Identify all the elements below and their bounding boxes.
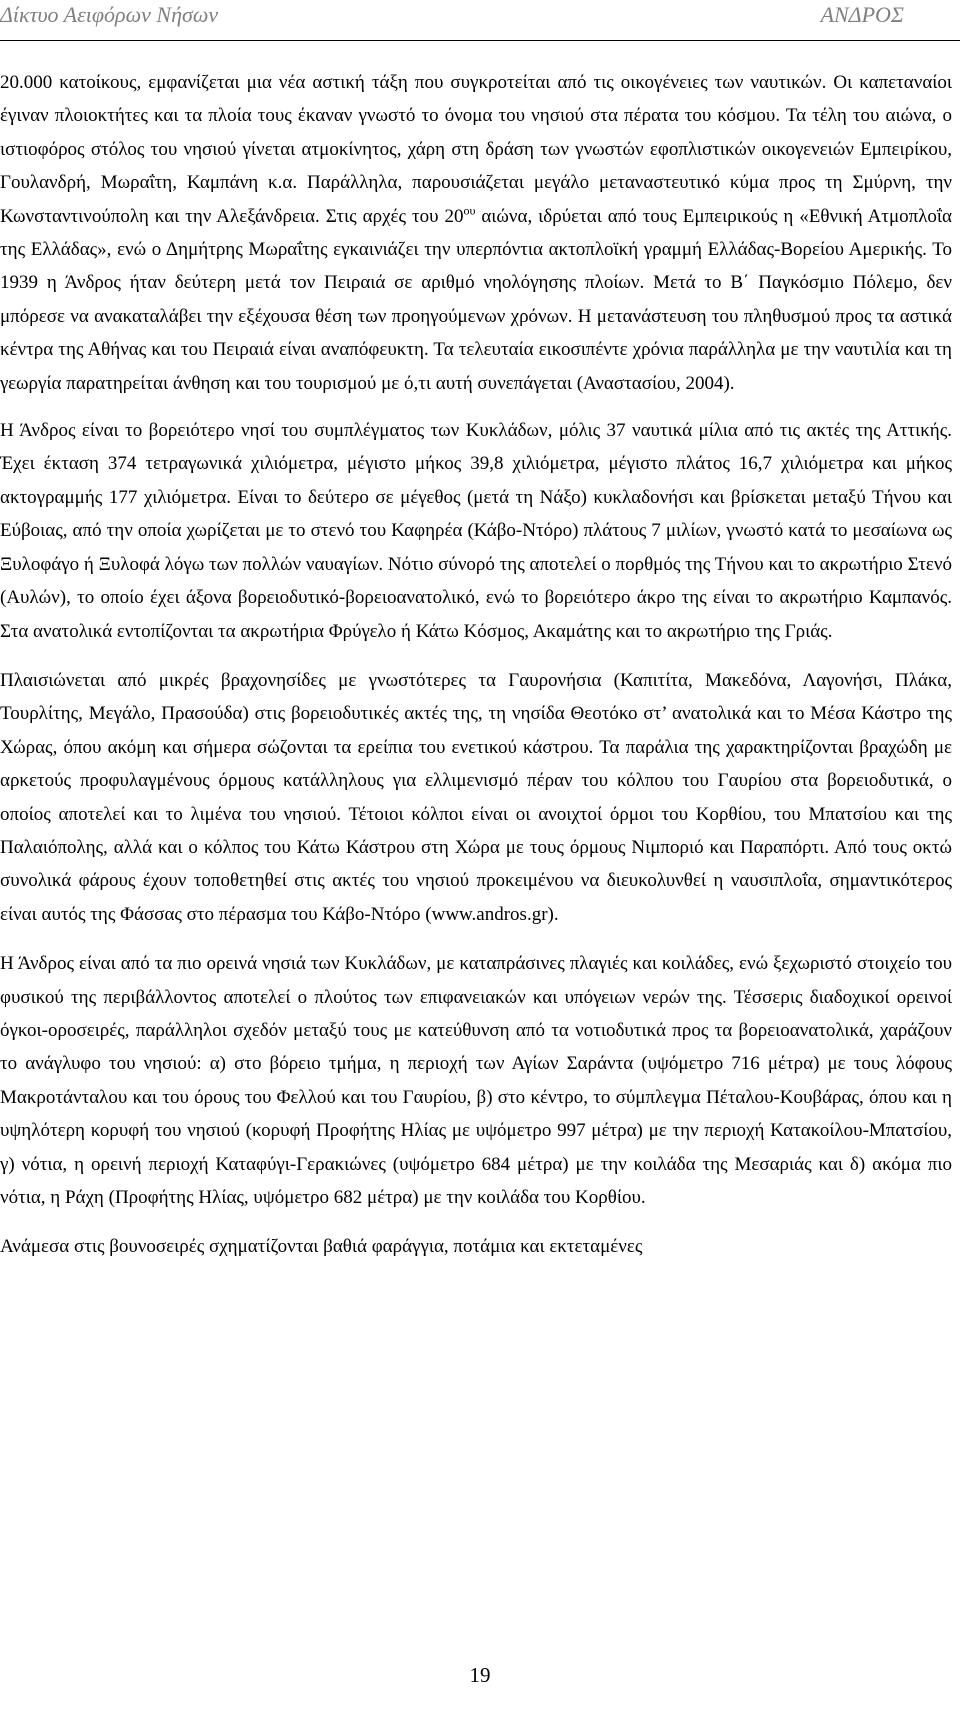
paragraph-history-text-b: αιώνα, ιδρύεται από τους Εμπειρικούς η «Εθνική Ατμοπλοΐα της Ελλάδας», ενώ ο Δημήτρης Μωραΐτης εγκαινιάζει την υπερπόντια ακτοπλοϊκή γραμμή Ελλάδας-Βορείου Αμερικής. Το 1939 η Άνδρος ήταν δεύτερη μετά τον Πειραιά σε αριθμό νηολόγησης πλοίων. Μετά το Β΄ Παγκόσμιο Πόλεμο, δεν μπόρεσε να ανακαταλάβει την εξέχουσα θέση των προηγούμενων χρόνων. Η μετανάστευση του πληθυσμού προς τα αστικά κέντρα της Αθήνας και του Πειραιά είναι αναπόφευκτη. Τα τελευταία εικοσιπέντε χρόνια παράλληλα με την ναυτιλία και τη γεωργία παρατηρείται άνθηση και του τουρισμού με ό,τι αυτή συνεπάγεται (Αναστασίου, 2004). <box>0 205 952 394</box>
paragraph-history <box>0 66 952 400</box>
document-body <box>0 66 952 1278</box>
page-number: 19 <box>469 1663 491 1687</box>
page-header <box>0 0 960 41</box>
paragraph-relief: Η Άνδρος είναι από τα πιο ορεινά νησιά των Κυκλάδων, με καταπράσινες πλαγιές και κοιλάδες, ενώ ξεχωριστό στοιχείο του φυσικού της περιβάλλοντος αποτελεί ο πλούτος των επιφανειακών και υπόγειων νερών της. Τέσσερις διαδοχικοί ορεινοί όγκοι-οροσειρές, παράλληλοι σχεδόν μεταξύ τους με κατεύθυνση από τα νοτιοδυτικά προς τα βορειοανατολικά, χαράζουν το ανάγλυφο του νησιού: α) στο βόρειο τμήμα, η περιοχή των Αγίων Σαράντα (υψόμετρο 716 μέτρα) με τους λόφους Μακροτάνταλου και του όρους του Φελλού και του Γαυρίου, β) στο κέντρο, το σύμπλεγμα Πέταλου-Κουβάρας, όπου και η υψηλότερη κορυφή του νησιού (κορυφή Προφήτης Ηλίας με υψόμετρο 997 μέτρα) με την περιοχή Κατακοίλου-Μπατσίου, γ) νότια, η ορεινή περιοχή Καταφύγι-Γερακιώνες (υψόμετρο 684 μέτρα) με την κοιλάδα της Μεσαριάς και δ) ακόμα πιο νότια, η Ράχη (Προφήτης Ηλίας, υψόμετρο 682 μέτρα) με την κοιλάδα του Κορθίου. <box>0 953 952 1208</box>
superscript-ordinal: ου <box>463 203 476 218</box>
header-network-title: Δίκτυο Αειφόρων Νήσων <box>0 2 219 27</box>
paragraph-coastline: Πλαισιώνεται από μικρές βραχονησίδες με γνωστότερες τα Γαυρονήσια (Καπιτίτα, Μακεδόνα, Λαγονήσι, Πλάκα, Τουρλίτης, Μεγάλο, Πρασούδα) στις βορειοδυτικές ακτές της, τη νησίδα Θεοτόκο στ’ ανατολικά και το Μέσα Κάστρο της Χώρας, όπου ακόμη και σήμερα σώζονται τα ερείπια του ενετικού κάστρου. Τα παράλια της χαρακτηρίζονται βραχώδη με αρκετούς προφυλαγμένους όρμους κατάλληλους για ελλιμενισμό πέραν του κόλπου του Γαυρίου στα βορειοδυτικά, ο οποίος αποτελεί και το λιμένα του νησιού. Τέτοιοι κόλποι είναι οι ανοιχτοί όρμοι του Κορθίου, του Μπατσίου και της Παλαιόπολης, αλλά και ο κόλπος του Κάτω Κάστρου στη Χώρα με τους όρμους Νιμποριό και Παραπόρτι. Από τους οκτώ συνολικά φάρους έχουν τοποθετηθεί στις ακτές του νησιού προκειμένου να διευκολυνθεί η ναυσιπλοΐα, σημαντικότερος είναι αυτός της Φάσσας στο πέρασμα του Κάβο-Ντόρο (www.andros.gr). <box>0 669 952 925</box>
paragraph-gorges: Ανάμεσα στις βουνοσειρές σχηματίζονται βαθιά φαράγγια, ποτάμια και εκτεταμένες <box>0 1236 643 1258</box>
paragraph-history-text-a: 20.000 κατοίκους, εμφανίζεται μια νέα αστική τάξη που συγκροτείται από τις οικογένειες των ναυτικών. Οι καπεταναίοι έγιναν πλοιοκτήτες και τα πλοία τους έκαναν γνωστό το όνομα του νησιού στα πέρατα του κόσμου. Τα τέλη του αιώνα, ο ιστιοφόρος στόλος του νησιού γίνεται ατμοκίνητος, χάρη στη δράση των γνωστών εφοπλιστικών οικογενειών Εμπειρίκου, Γουλανδρή, Μωραΐτη, Καμπάνη κ.α. Παράλληλα, παρουσιάζεται μεγάλο μεταναστευτικό κύμα προς τη Σμύρνη, την Κωνσταντινούπολη και την Αλεξάνδρεια. Στις αρχές του 20 <box>0 72 952 227</box>
paragraph-geography: Η Άνδρος είναι το βορειότερο νησί του συμπλέγματος των Κυκλάδων, μόλις 37 ναυτικά μίλια από τις ακτές της Αττικής. Έχει έκταση 374 τετραγωνικά χιλιόμετρα, μέγιστο μήκος 39,8 χιλιόμετρα, μέγιστο πλάτος 16,7 χιλιόμετρα και μήκος ακτογραμμής 177 χιλιόμετρα. Είναι το δεύτερο σε μέγεθος (μετά τη Νάξο) κυκλαδονήσι και βρίσκεται μεταξύ Τήνου και Εύβοιας, από την οποία χωρίζεται με το στενό του Καφηρέα (Κάβο-Ντόρο) πλάτους 7 μιλίων, γνωστό κατά το μεσαίωνα ως Ξυλοφάγο ή Ξυλοφά λόγω των πολλών ναυαγίων. Νότιο σύνορό της αποτελεί ο πορθμός της Τήνου και το ακρωτήριο Στενό (Αυλών), το οποίο έχει άξονα βορειοδυτικό-βορειοανατολικό, ενώ το βορειότερο άκρο της είναι το ακρωτήριο Καμπανός. Στα ανατολικά εντοπίζονται τα ακρωτήρια Φρύγελο ή Κάτω Κόσμος, Ακαμάτης και το ακρωτήριο της Γριάς. <box>0 420 952 642</box>
header-island-name: ΑΝΔΡΟΣ <box>820 2 904 27</box>
